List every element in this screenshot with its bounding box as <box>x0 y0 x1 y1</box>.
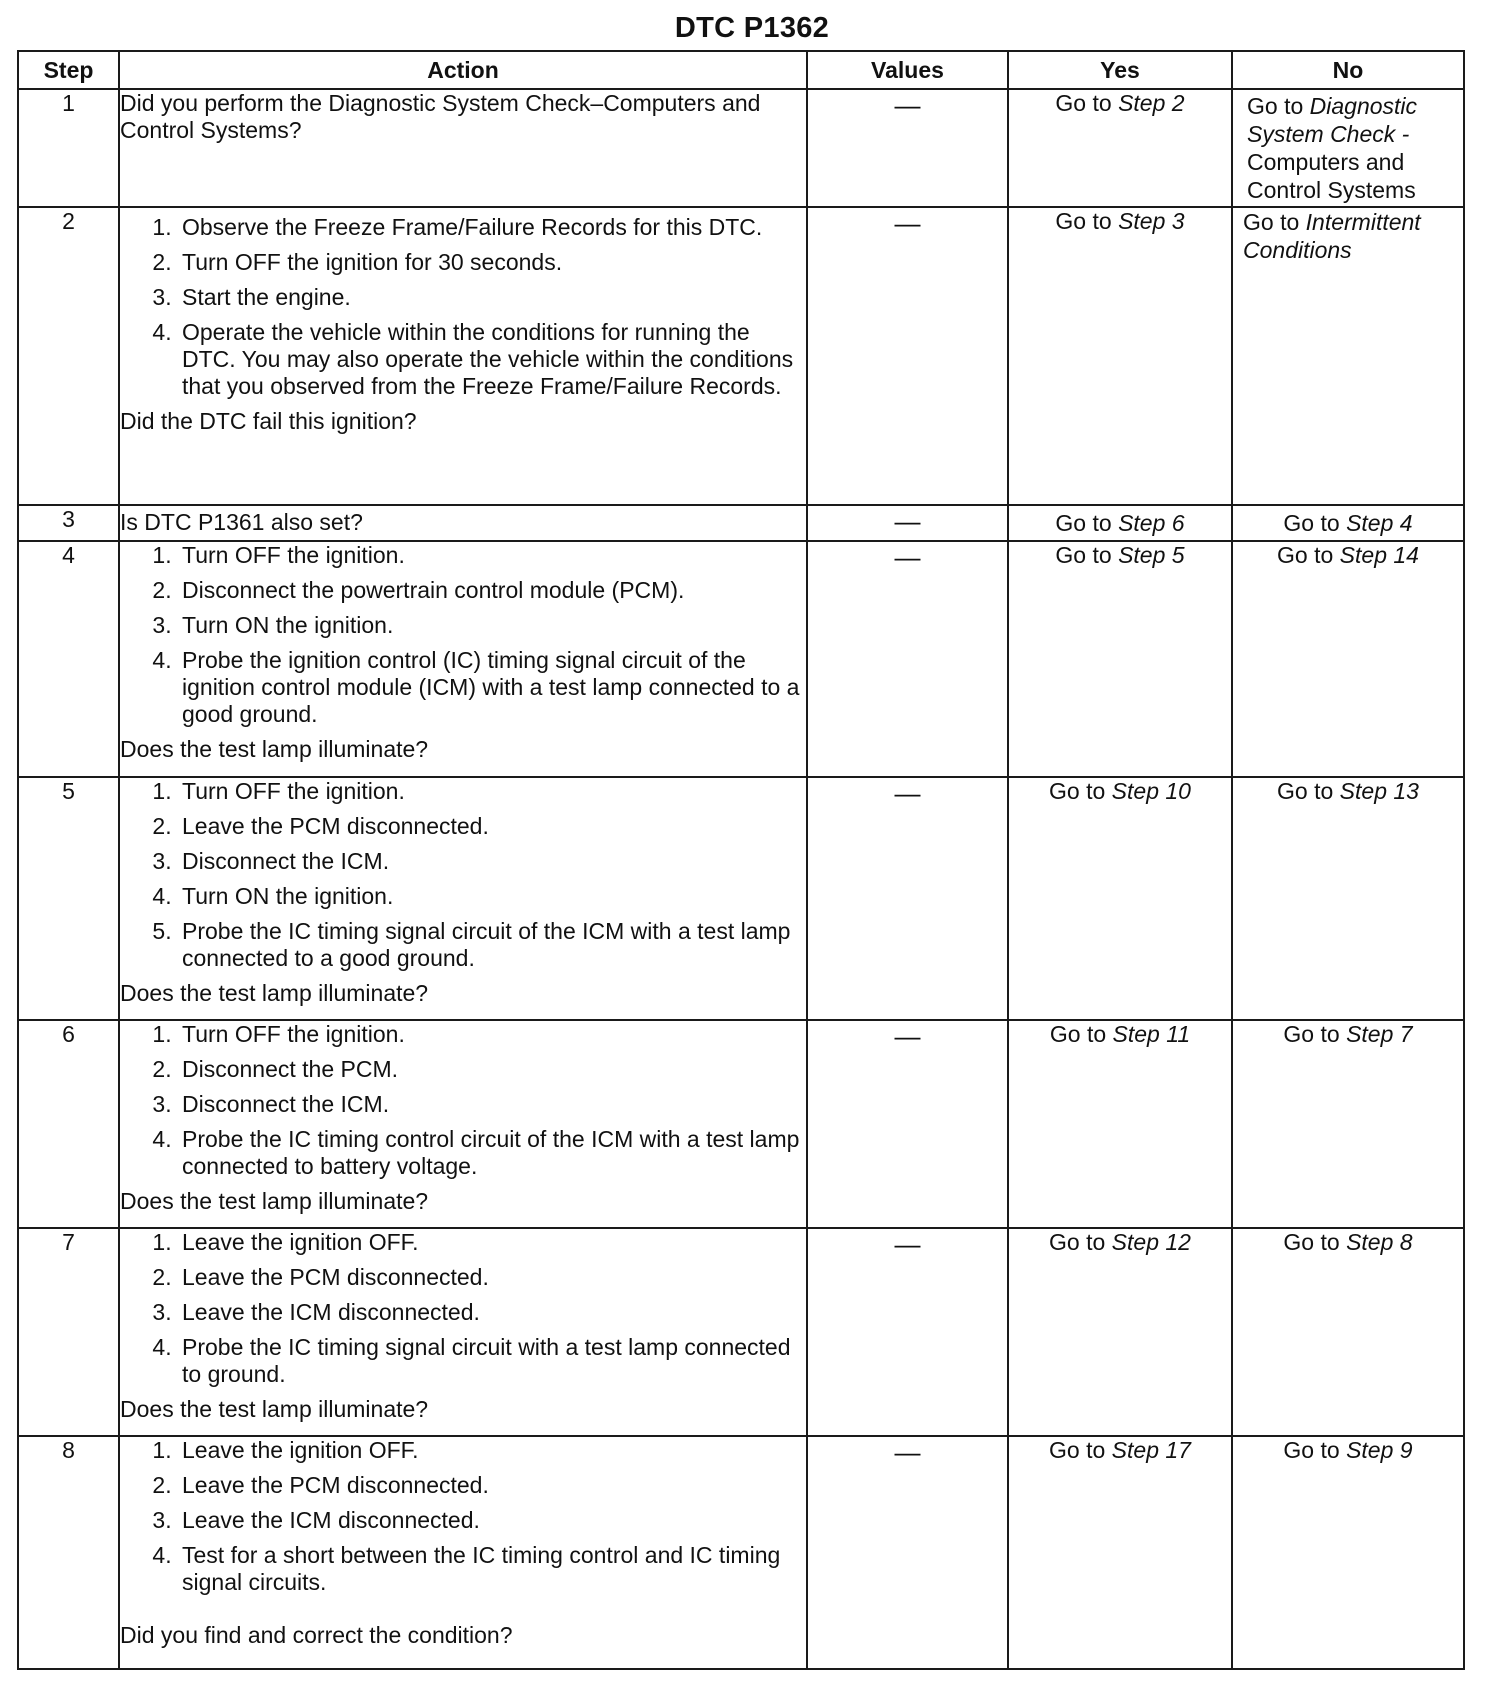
table-row <box>18 89 1464 207</box>
action-list <box>120 778 806 972</box>
value-cell: — <box>807 777 1008 1020</box>
no-cell <box>1232 541 1464 777</box>
yes-target: Step 17 <box>1111 1437 1191 1463</box>
yes-cell <box>1008 207 1232 505</box>
step-number: 5 <box>18 777 119 1020</box>
action-item: 4. Test for a short between the IC timing control and IC timing signal circuits. <box>178 1542 806 1596</box>
no-target: Intermittent Conditions <box>1243 209 1421 263</box>
value-cell: — <box>807 89 1008 207</box>
action-list <box>120 1229 806 1388</box>
yes-target: Step 5 <box>1118 542 1185 568</box>
action-cell <box>119 207 807 505</box>
action-item: 4. Turn ON the ignition. <box>178 883 806 910</box>
no-prefix: Go to <box>1283 1229 1347 1255</box>
yes-cell <box>1008 541 1232 777</box>
action-question: Is DTC P1361 also set? <box>120 509 363 535</box>
action-cell <box>119 1020 807 1228</box>
value-cell: — <box>807 1020 1008 1228</box>
step-number: 2 <box>18 207 119 505</box>
diagnostic-table <box>17 50 1465 1670</box>
column-header-yes: Yes <box>1008 51 1232 89</box>
no-target: Step 7 <box>1346 1021 1413 1047</box>
action-item: 4. Operate the vehicle within the conditions for running the DTC. You may also operate the vehicle within the conditions that you observed from the Freeze Frame/Failure Records. <box>178 319 806 400</box>
no-prefix: Go to <box>1283 1437 1347 1463</box>
action-cell <box>119 1436 807 1669</box>
yes-target: Step 2 <box>1118 90 1185 116</box>
table-row <box>18 207 1464 505</box>
table-row <box>18 505 1464 541</box>
action-list <box>120 214 806 400</box>
no-target: Step 14 <box>1339 542 1419 568</box>
action-item: 3. Leave the ICM disconnected. <box>178 1507 806 1534</box>
yes-cell <box>1008 1020 1232 1228</box>
action-list <box>120 1021 806 1180</box>
action-item: 3. Disconnect the ICM. <box>178 1091 806 1118</box>
action-item: 2. Disconnect the PCM. <box>178 1056 806 1083</box>
action-item: 1. Turn OFF the ignition. <box>178 1021 806 1048</box>
value-cell: — <box>807 207 1008 505</box>
page-title: DTC P1362 <box>674 12 830 44</box>
no-cell <box>1232 89 1464 207</box>
yes-prefix: Go to <box>1055 509 1119 536</box>
action-item: 4. Probe the IC timing signal circuit with a test lamp connected to ground. <box>178 1334 806 1388</box>
action-cell <box>119 89 807 207</box>
no-prefix: Go to <box>1283 1021 1347 1047</box>
no-suffix: Computers and Control Systems <box>1247 149 1416 203</box>
action-item: 4. Probe the ignition control (IC) timing signal circuit of the ignition control module (ICM) with a test lamp connected to a good ground. <box>178 647 806 728</box>
action-list <box>120 1437 806 1596</box>
value-cell: — <box>807 541 1008 777</box>
value-cell: — <box>807 505 1008 541</box>
action-item: 2. Leave the PCM disconnected. <box>178 1472 806 1499</box>
no-target: Diagnostic System Check - <box>1247 93 1418 147</box>
step-number: 4 <box>18 541 119 777</box>
step-number: 7 <box>18 1228 119 1436</box>
yes-target: Step 6 <box>1118 509 1185 536</box>
table-header-row <box>18 51 1464 89</box>
yes-prefix: Go to <box>1049 1437 1112 1463</box>
action-cell <box>119 541 807 777</box>
table-row <box>18 1228 1464 1436</box>
yes-target: Step 3 <box>1118 208 1185 234</box>
action-item: 3. Disconnect the ICM. <box>178 848 806 875</box>
table-row <box>18 777 1464 1020</box>
no-prefix: Go to <box>1277 778 1340 804</box>
action-cell <box>119 1228 807 1436</box>
column-header-action: Action <box>119 51 807 89</box>
yes-prefix: Go to <box>1049 1229 1112 1255</box>
no-target: Step 8 <box>1346 1229 1413 1255</box>
action-item: 3. Turn ON the ignition. <box>178 612 806 639</box>
action-question: Does the test lamp illuminate? <box>120 1188 429 1214</box>
no-cell <box>1232 505 1464 541</box>
yes-prefix: Go to <box>1049 778 1112 804</box>
no-prefix: Go to <box>1243 209 1306 235</box>
yes-cell <box>1008 505 1232 541</box>
action-question: Did the DTC fail this ignition? <box>120 408 417 434</box>
action-item: 3. Start the engine. <box>178 284 806 311</box>
no-prefix: Go to <box>1283 509 1347 536</box>
action-question: Did you find and correct the condition? <box>120 1622 513 1648</box>
value-cell: — <box>807 1228 1008 1436</box>
action-item: 1. Leave the ignition OFF. <box>178 1437 806 1464</box>
no-prefix: Go to <box>1247 93 1310 119</box>
column-header-values: Values <box>807 51 1008 89</box>
yes-target: Step 11 <box>1112 1021 1191 1047</box>
table-row <box>18 1020 1464 1228</box>
no-cell <box>1232 1436 1464 1669</box>
yes-prefix: Go to <box>1055 542 1119 568</box>
yes-cell <box>1008 1436 1232 1669</box>
action-list <box>120 542 806 728</box>
yes-prefix: Go to <box>1055 208 1119 234</box>
value-cell: — <box>807 1436 1008 1669</box>
action-item: 2. Turn OFF the ignition for 30 seconds. <box>178 249 806 276</box>
action-question: Does the test lamp illuminate? <box>120 736 429 762</box>
yes-cell <box>1008 777 1232 1020</box>
action-item: 4. Probe the IC timing control circuit of the ICM with a test lamp connected to battery voltage. <box>178 1126 806 1180</box>
action-item: 2. Leave the PCM disconnected. <box>178 1264 806 1291</box>
action-question: Does the test lamp illuminate? <box>120 980 429 1006</box>
no-cell <box>1232 1020 1464 1228</box>
column-header-no: No <box>1232 51 1464 89</box>
yes-target: Step 12 <box>1111 1229 1191 1255</box>
action-cell <box>119 777 807 1020</box>
no-cell <box>1232 777 1464 1020</box>
no-target: Step 13 <box>1339 778 1419 804</box>
step-number: 8 <box>18 1436 119 1669</box>
action-question: Did you perform the Diagnostic System Check–Computers and Control Systems? <box>120 90 761 143</box>
action-cell <box>119 505 807 541</box>
action-item: 1. Leave the ignition OFF. <box>178 1229 806 1256</box>
no-target: Step 9 <box>1346 1437 1413 1463</box>
yes-prefix: Go to <box>1049 1021 1113 1047</box>
column-header-step: Step <box>18 51 119 89</box>
step-number: 6 <box>18 1020 119 1228</box>
no-cell <box>1232 207 1464 505</box>
yes-prefix: Go to <box>1055 90 1119 116</box>
table-row <box>18 541 1464 777</box>
no-target: Step 4 <box>1346 509 1413 536</box>
table-row <box>18 1436 1464 1669</box>
yes-cell <box>1008 1228 1232 1436</box>
no-cell <box>1232 1228 1464 1436</box>
action-item: 1. Turn OFF the ignition. <box>178 542 806 569</box>
action-item: 2. Leave the PCM disconnected. <box>178 813 806 840</box>
action-item: 1. Observe the Freeze Frame/Failure Records for this DTC. <box>178 214 806 241</box>
yes-cell <box>1008 89 1232 207</box>
action-question: Does the test lamp illuminate? <box>120 1396 429 1422</box>
no-prefix: Go to <box>1277 542 1340 568</box>
step-number: 1 <box>18 89 119 207</box>
action-item: 2. Disconnect the powertrain control module (PCM). <box>178 577 806 604</box>
yes-target: Step 10 <box>1111 778 1191 804</box>
action-item: 5. Probe the IC timing signal circuit of the ICM with a test lamp connected to a good ground. <box>178 918 806 972</box>
step-number: 3 <box>18 505 119 541</box>
action-item: 1. Turn OFF the ignition. <box>178 778 806 805</box>
action-item: 3. Leave the ICM disconnected. <box>178 1299 806 1326</box>
